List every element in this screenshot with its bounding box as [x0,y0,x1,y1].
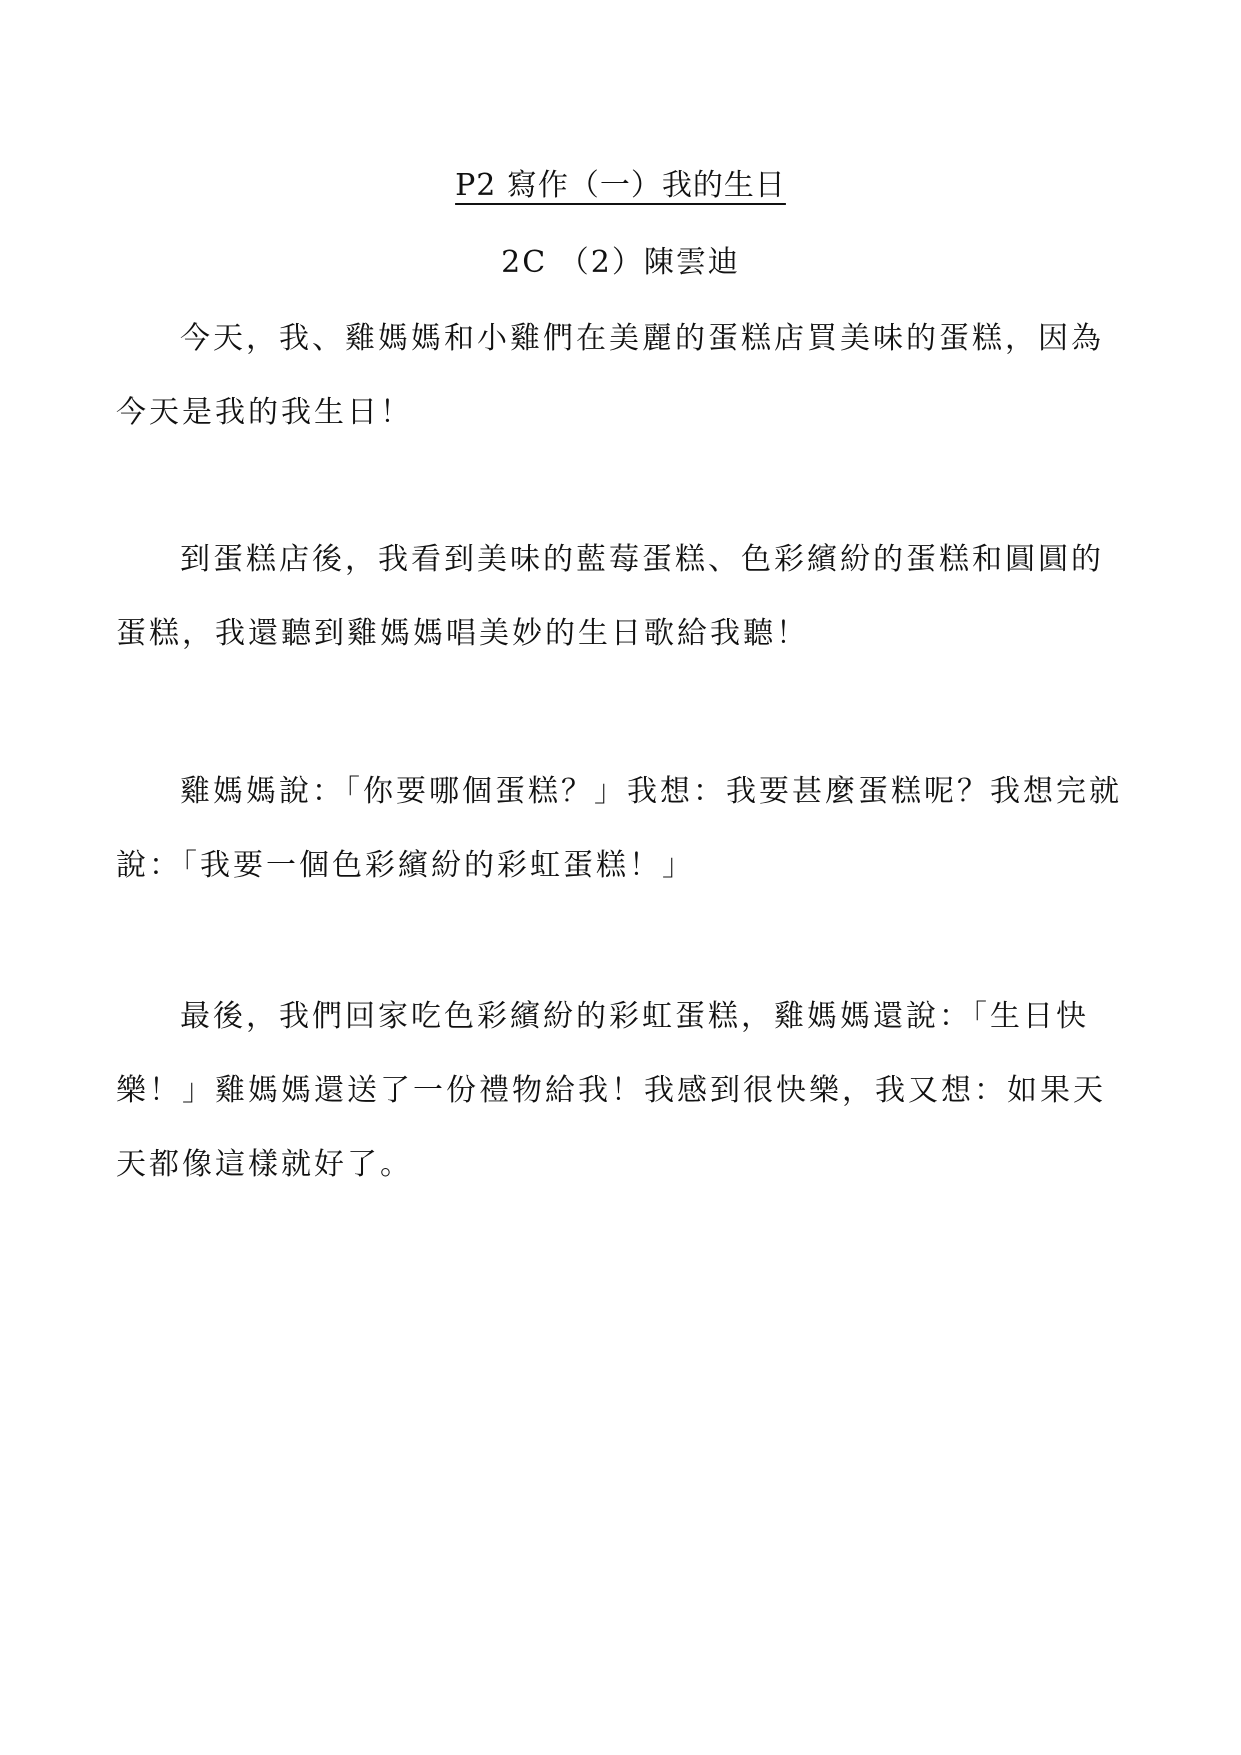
title-text: P2 寫作（一）我的生日 [455,168,786,203]
author-line: 2C （2）陳雲迪 [501,245,740,280]
paragraph-2: 到蛋糕店後，我看到美味的藍莓蛋糕、色彩繽紛的蛋糕和圓圓的蛋糕，我還聽到雞媽媽唱美妙的生日歌給我聽！ [116,542,1104,651]
page-title [0,168,1241,204]
paragraph-3: 雞媽媽說：「你要哪個蛋糕？」我想：我要甚麼蛋糕呢？我想完就說：「我要一個色彩繽紛的彩虹蛋糕！」 [116,774,1122,883]
paragraph-1: 今天，我、雞媽媽和小雞們在美麗的蛋糕店買美味的蛋糕，因為今天是我的我生日！ [116,321,1104,430]
paragraph-4: 最後，我們回家吃色彩繽紛的彩虹蛋糕，雞媽媽還說：「生日快樂！」雞媽媽還送了一份禮物給我！我感到很快樂，我又想：如果天天都像這樣就好了。 [116,999,1106,1182]
